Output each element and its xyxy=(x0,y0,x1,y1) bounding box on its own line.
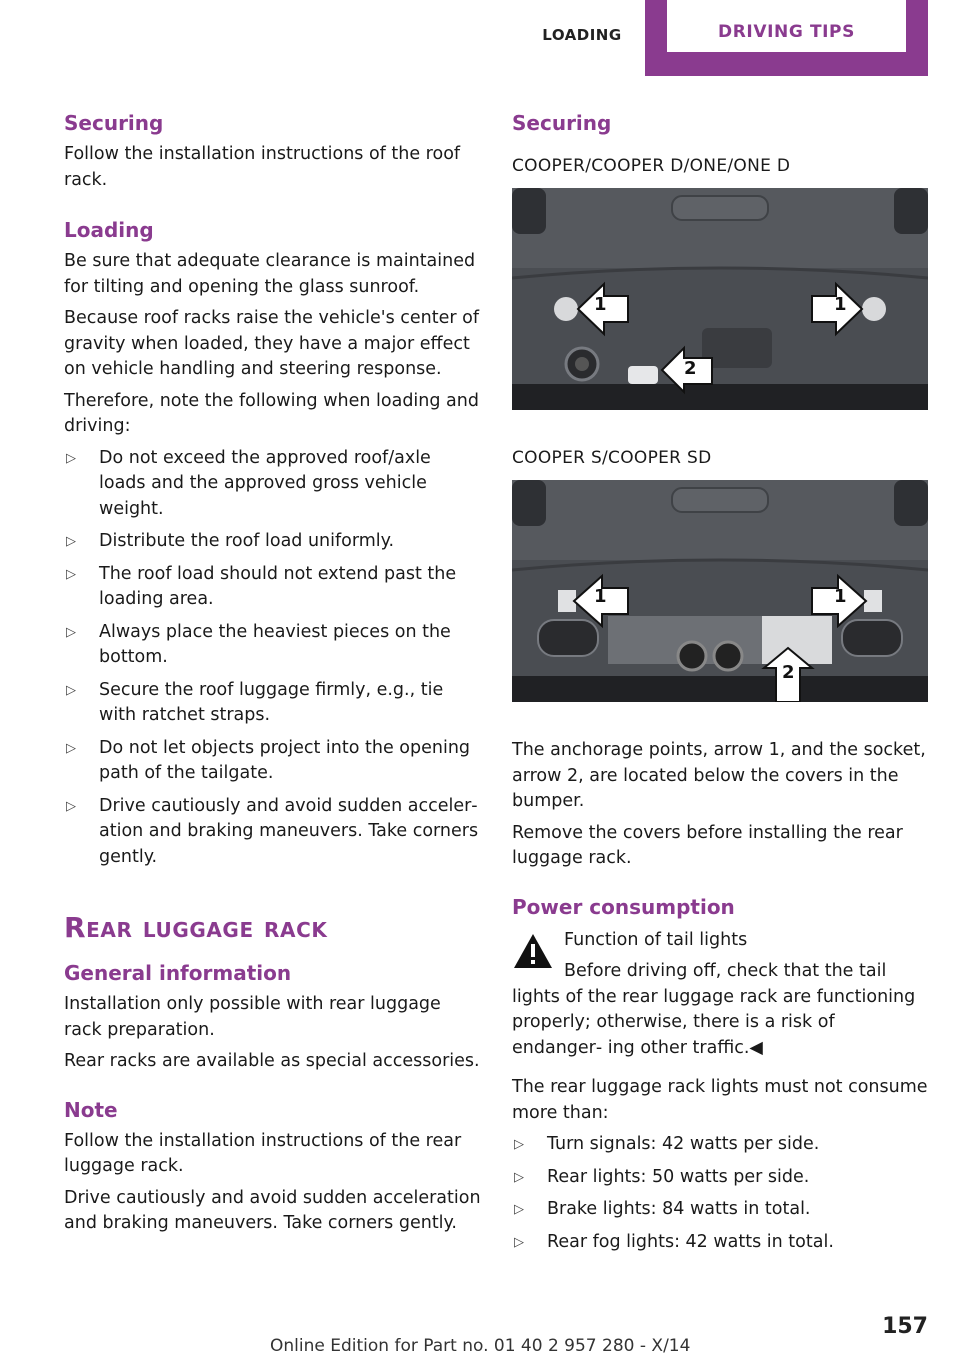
bullet-triangle-icon: ▷ xyxy=(514,1202,524,1217)
list-item: ▷ Do not let objects project into the opening path of the tailgate. xyxy=(66,737,471,783)
arrow-label-1-left: 1 xyxy=(594,586,607,607)
list-item: ▷ Do not exceed the approved roof/axle loads and the approved gross vehicle weight. xyxy=(66,447,431,519)
left-column xyxy=(64,110,482,1237)
note-paragraph-2: Drive cautiously and avoid sudden acceleration and braking maneuvers. Take corners gently. xyxy=(64,1187,481,1233)
footer xyxy=(0,1326,960,1362)
loading-heading: Loading xyxy=(64,218,154,242)
bullet-triangle-icon: ▷ xyxy=(66,682,76,698)
note-paragraph-1: Follow the installation instructions of the rear luggage rack. xyxy=(64,1130,462,1176)
note-heading: Note xyxy=(64,1097,118,1122)
bullet-triangle-icon: ▷ xyxy=(514,1234,524,1250)
warning-block xyxy=(512,928,930,954)
model-caption-2: COOPER S/COOPER SD xyxy=(512,448,712,468)
header-chapter-label: DRIVING TIPS xyxy=(718,22,855,42)
power-paragraph: The rear luggage rack lights must not consume more than: xyxy=(512,1077,928,1123)
header-chapter-tab xyxy=(645,0,928,76)
rear-luggage-rack-heading: Rear luggage rack xyxy=(64,911,328,944)
anchorage-paragraph-2: Remove the covers before installing the rear luggage rack. xyxy=(512,822,903,868)
list-item: ▷ Distribute the roof load uniformly. xyxy=(64,529,482,555)
general-information-heading: General information xyxy=(64,961,292,985)
arrow-label-1-right: 1 xyxy=(834,586,847,607)
securing-heading-right: Securing xyxy=(512,111,612,135)
securing-heading: Securing xyxy=(64,111,164,135)
bumper-photo-standard xyxy=(512,188,928,410)
list-item: ▷ Rear lights: 50 watts per side. xyxy=(512,1165,930,1191)
list-item: ▷ Brake lights: 84 watts in total. xyxy=(512,1197,930,1223)
warning-text: Before driving off, check that the tail lights of the rear luggage rack are functioning properly; otherwise, there is a risk of endanger‐ ing other traffic.◀ xyxy=(512,961,916,1058)
loading-paragraph-3: Therefore, note the following when loading and driving: xyxy=(64,390,479,436)
loading-paragraph-2: Because roof racks raise the vehicle's center of gravity when loaded, they have a major effect on vehicle handling and steering response. xyxy=(64,308,480,379)
warning-title: Function of tail lights xyxy=(564,929,748,950)
bullet-triangle-icon: ▷ xyxy=(66,534,76,549)
list-item: ▷ Drive cautiously and avoid sudden acceler‐ ation and braking maneuvers. Take corners gently. xyxy=(66,795,479,867)
edition-text: Online Edition for Part no. 01 40 2 957 280 - X/14 xyxy=(270,1336,691,1356)
model-caption-1: COOPER/COOPER D/ONE/ONE D xyxy=(512,156,791,176)
bullet-triangle-icon: ▷ xyxy=(514,1169,524,1185)
list-item: ▷ Secure the roof luggage firmly, e.g., tie with ratchet straps. xyxy=(66,679,444,725)
general-paragraph-2: Rear racks are available as special accessories. xyxy=(64,1051,480,1071)
bullet-triangle-icon: ▷ xyxy=(66,740,76,756)
arrow-label-1-right: 1 xyxy=(834,294,847,315)
header-section-tab xyxy=(520,0,644,76)
securing-text: Follow the installation instructions of the roof rack. xyxy=(64,144,461,190)
bullet-triangle-icon: ▷ xyxy=(66,566,76,582)
list-item: ▷ Always place the heaviest pieces on the bottom. xyxy=(66,621,451,667)
list-item: ▷ Rear fog lights: 42 watts in total. xyxy=(512,1230,930,1256)
bullet-triangle-icon: ▷ xyxy=(66,624,76,640)
loading-list xyxy=(64,446,482,871)
header-chapter-inner xyxy=(667,0,906,52)
warning-triangle-icon xyxy=(512,932,554,970)
list-item: ▷ Turn signals: 42 watts per side. xyxy=(512,1132,930,1158)
arrow-label-1-left: 1 xyxy=(594,294,607,315)
arrow-label-2: 2 xyxy=(684,358,697,379)
bumper-photo-sport xyxy=(512,480,928,702)
bullet-triangle-icon: ▷ xyxy=(66,798,76,814)
right-column xyxy=(512,110,930,1262)
page-number: 157 xyxy=(882,1314,928,1339)
arrow-label-2: 2 xyxy=(782,662,795,683)
bullet-triangle-icon: ▷ xyxy=(514,1137,524,1152)
bullet-triangle-icon: ▷ xyxy=(66,450,76,466)
loading-paragraph-1: Be sure that adequate clearance is maintained for tilting and opening the glass sunroof. xyxy=(64,251,476,297)
list-item: ▷ The roof load should not extend past the loading area. xyxy=(66,563,457,609)
power-list xyxy=(512,1132,930,1255)
power-consumption-heading: Power consumption xyxy=(512,894,735,919)
header-section-label: LOADING xyxy=(542,26,622,44)
anchorage-paragraph-1: The anchorage points, arrow 1, and the socket, arrow 2, are located below the covers in the bumper. xyxy=(512,740,926,811)
general-paragraph-1: Installation only possible with rear luggage rack preparation. xyxy=(64,994,441,1040)
